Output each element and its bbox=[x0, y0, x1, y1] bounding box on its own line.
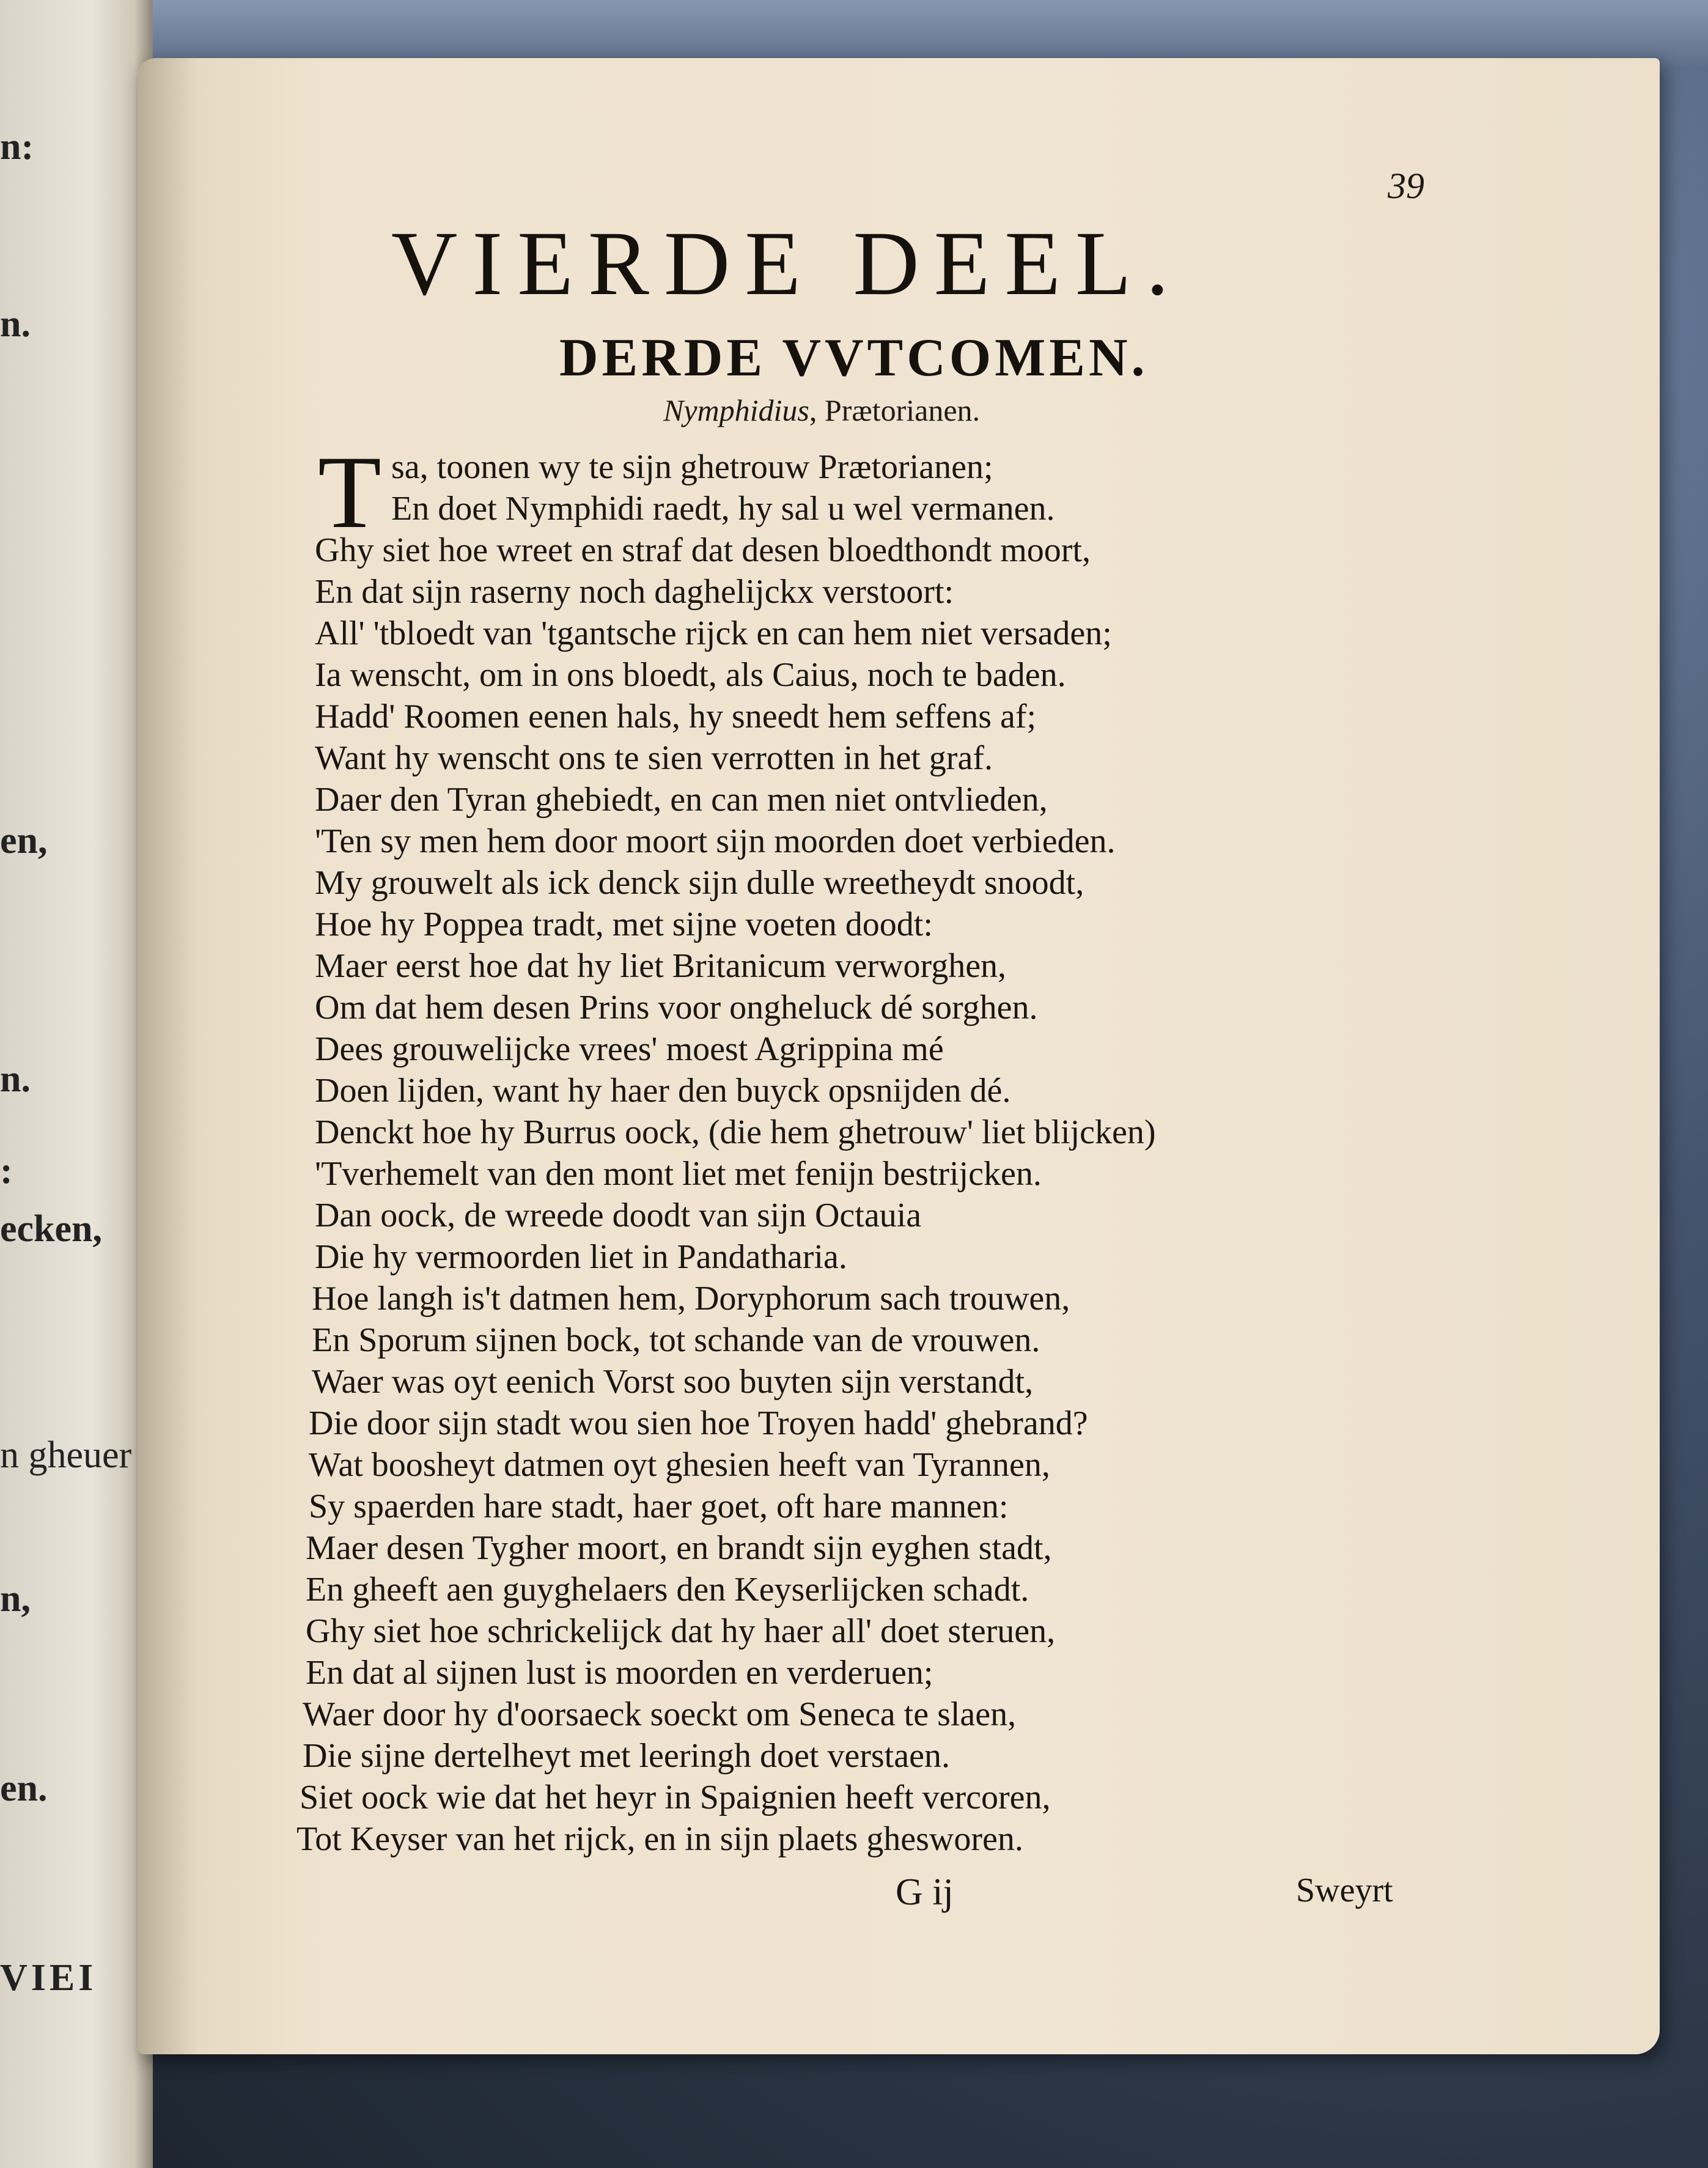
verse-line: En dat al sijnen lust is moorden en verderuen; bbox=[306, 1654, 933, 1692]
drop-cap: T bbox=[318, 435, 381, 550]
verse-line: Ghy siet hoe wreet en straf dat desen bloedthondt moort, bbox=[315, 531, 1091, 569]
left-page-fragment: : bbox=[0, 1150, 13, 1192]
verse-line: Daer den Tyran ghebiedt, en can men niet ontvlieden, bbox=[315, 781, 1048, 819]
verse-line: My grouwelt als ick denck sijn dulle wreetheydt snoodt, bbox=[315, 864, 1084, 902]
verse-line: Maer desen Tygher moort, en brandt sijn eyghen stadt, bbox=[306, 1529, 1052, 1567]
left-page-fragment: n. bbox=[0, 303, 31, 345]
speaker-rest: , Prætorianen. bbox=[809, 393, 981, 427]
verse-line: Hoe langh is't datmen hem, Doryphorum sach trouwen, bbox=[312, 1280, 1070, 1318]
verse-line: Dan oock, de wreede doodt van sijn Octauia bbox=[315, 1196, 922, 1234]
verse-line: Waer door hy d'oorsaeck soeckt om Seneca te slaen, bbox=[303, 1695, 1017, 1733]
verse-line: Die door sijn stadt wou sien hoe Troyen hadd' ghebrand? bbox=[309, 1404, 1088, 1442]
verse-line: En Sporum sijnen bock, tot schande van de vrouwen. bbox=[312, 1321, 1040, 1359]
verse-line: Siet oock wie dat het heyr in Spaignien heeft vercoren, bbox=[300, 1779, 1051, 1816]
catchword: Sweyrt bbox=[1296, 1871, 1393, 1909]
verse-line: Tot Keyser van het rijck, en in sijn plaets ghesworen. bbox=[296, 1820, 1023, 1858]
verse-line: Om dat hem desen Prins voor ongheluck dé sorghen. bbox=[315, 989, 1038, 1027]
verse-line: En dat sijn raserny noch daghelijckx verstoort: bbox=[315, 573, 954, 611]
verse-line: Denckt hoe hy Burrus oock, (die hem ghetrouw' liet blijcken) bbox=[315, 1113, 1156, 1151]
verse-line: Want hy wenscht ons te sien verrotten in het graf. bbox=[315, 739, 993, 777]
left-page-fragment: en. bbox=[0, 1768, 48, 1809]
verse-line: Sy spaerden hare stadt, haer goet, oft hare mannen: bbox=[309, 1488, 1009, 1525]
verse-line: En doet Nymphidi raedt, hy sal u wel vermanen. bbox=[391, 490, 1055, 528]
verse-line: Wat boosheyt datmen oyt ghesien heeft van Tyrannen, bbox=[309, 1446, 1050, 1484]
verse-line: Die hy vermoorden liet in Pandatharia. bbox=[315, 1238, 847, 1276]
page-title: VIERDE DEEL. bbox=[391, 213, 1184, 314]
left-page-fragment: n: bbox=[0, 126, 34, 168]
verse-line: Waer was oyt eenich Vorst soo buyten sijn verstandt, bbox=[312, 1363, 1034, 1401]
verse-line: 'Tverhemelt van den mont liet met fenijn bestrijcken. bbox=[315, 1155, 1042, 1193]
page-number: 39 bbox=[1388, 166, 1424, 206]
verse-line: Doen lijden, want hy haer den buyck opsnijden dé. bbox=[315, 1072, 1011, 1110]
left-page-fragment: n gheuer bbox=[0, 1434, 132, 1476]
verse-line: Dees grouwelijcke vrees' moest Agrippina mé bbox=[315, 1030, 944, 1068]
left-page-fragment: n. bbox=[0, 1058, 31, 1100]
speakers-line bbox=[663, 393, 980, 428]
speaker-name: Nymphidius bbox=[663, 393, 809, 427]
left-page-fragment: n, bbox=[0, 1578, 31, 1620]
left-page-fragment: en, bbox=[0, 820, 48, 861]
verse-line: Maer eerst hoe dat hy liet Britanicum verworghen, bbox=[315, 947, 1007, 985]
verse-line: Hoe hy Poppea tradt, met sijne voeten doodt: bbox=[315, 905, 933, 943]
verse-line: All' 'tbloedt van 'tgantsche rijck en can hem niet versaden; bbox=[315, 614, 1112, 652]
verse-line: Hadd' Roomen eenen hals, hy sneedt hem seffens af; bbox=[315, 698, 1037, 736]
verse-line: Ia wenscht, om in ons bloedt, als Caius, noch te baden. bbox=[315, 656, 1066, 694]
verse-line: 'Ten sy men hem door moort sijn moorden doet verbieden. bbox=[315, 822, 1116, 860]
left-page-fragment: VIEI bbox=[0, 1957, 97, 1999]
left-page-fragment: ecken, bbox=[0, 1208, 103, 1250]
left-page bbox=[0, 0, 153, 2168]
verse-line: En gheeft aen guyghelaers den Keyserlijcken schadt. bbox=[306, 1571, 1029, 1609]
verse-line: Ghy siet hoe schrickelijck dat hy haer all' doet steruen, bbox=[306, 1612, 1056, 1650]
verse-line: Die sijne dertelheyt met leeringh doet verstaen. bbox=[303, 1737, 950, 1775]
signature-mark: G ij bbox=[896, 1871, 954, 1913]
verse-line: sa, toonen wy te sijn ghetrouw Prætorianen; bbox=[391, 448, 993, 486]
section-heading: DERDE VVTCOMEN. bbox=[559, 328, 1149, 388]
background-cloth-top bbox=[0, 0, 1708, 67]
